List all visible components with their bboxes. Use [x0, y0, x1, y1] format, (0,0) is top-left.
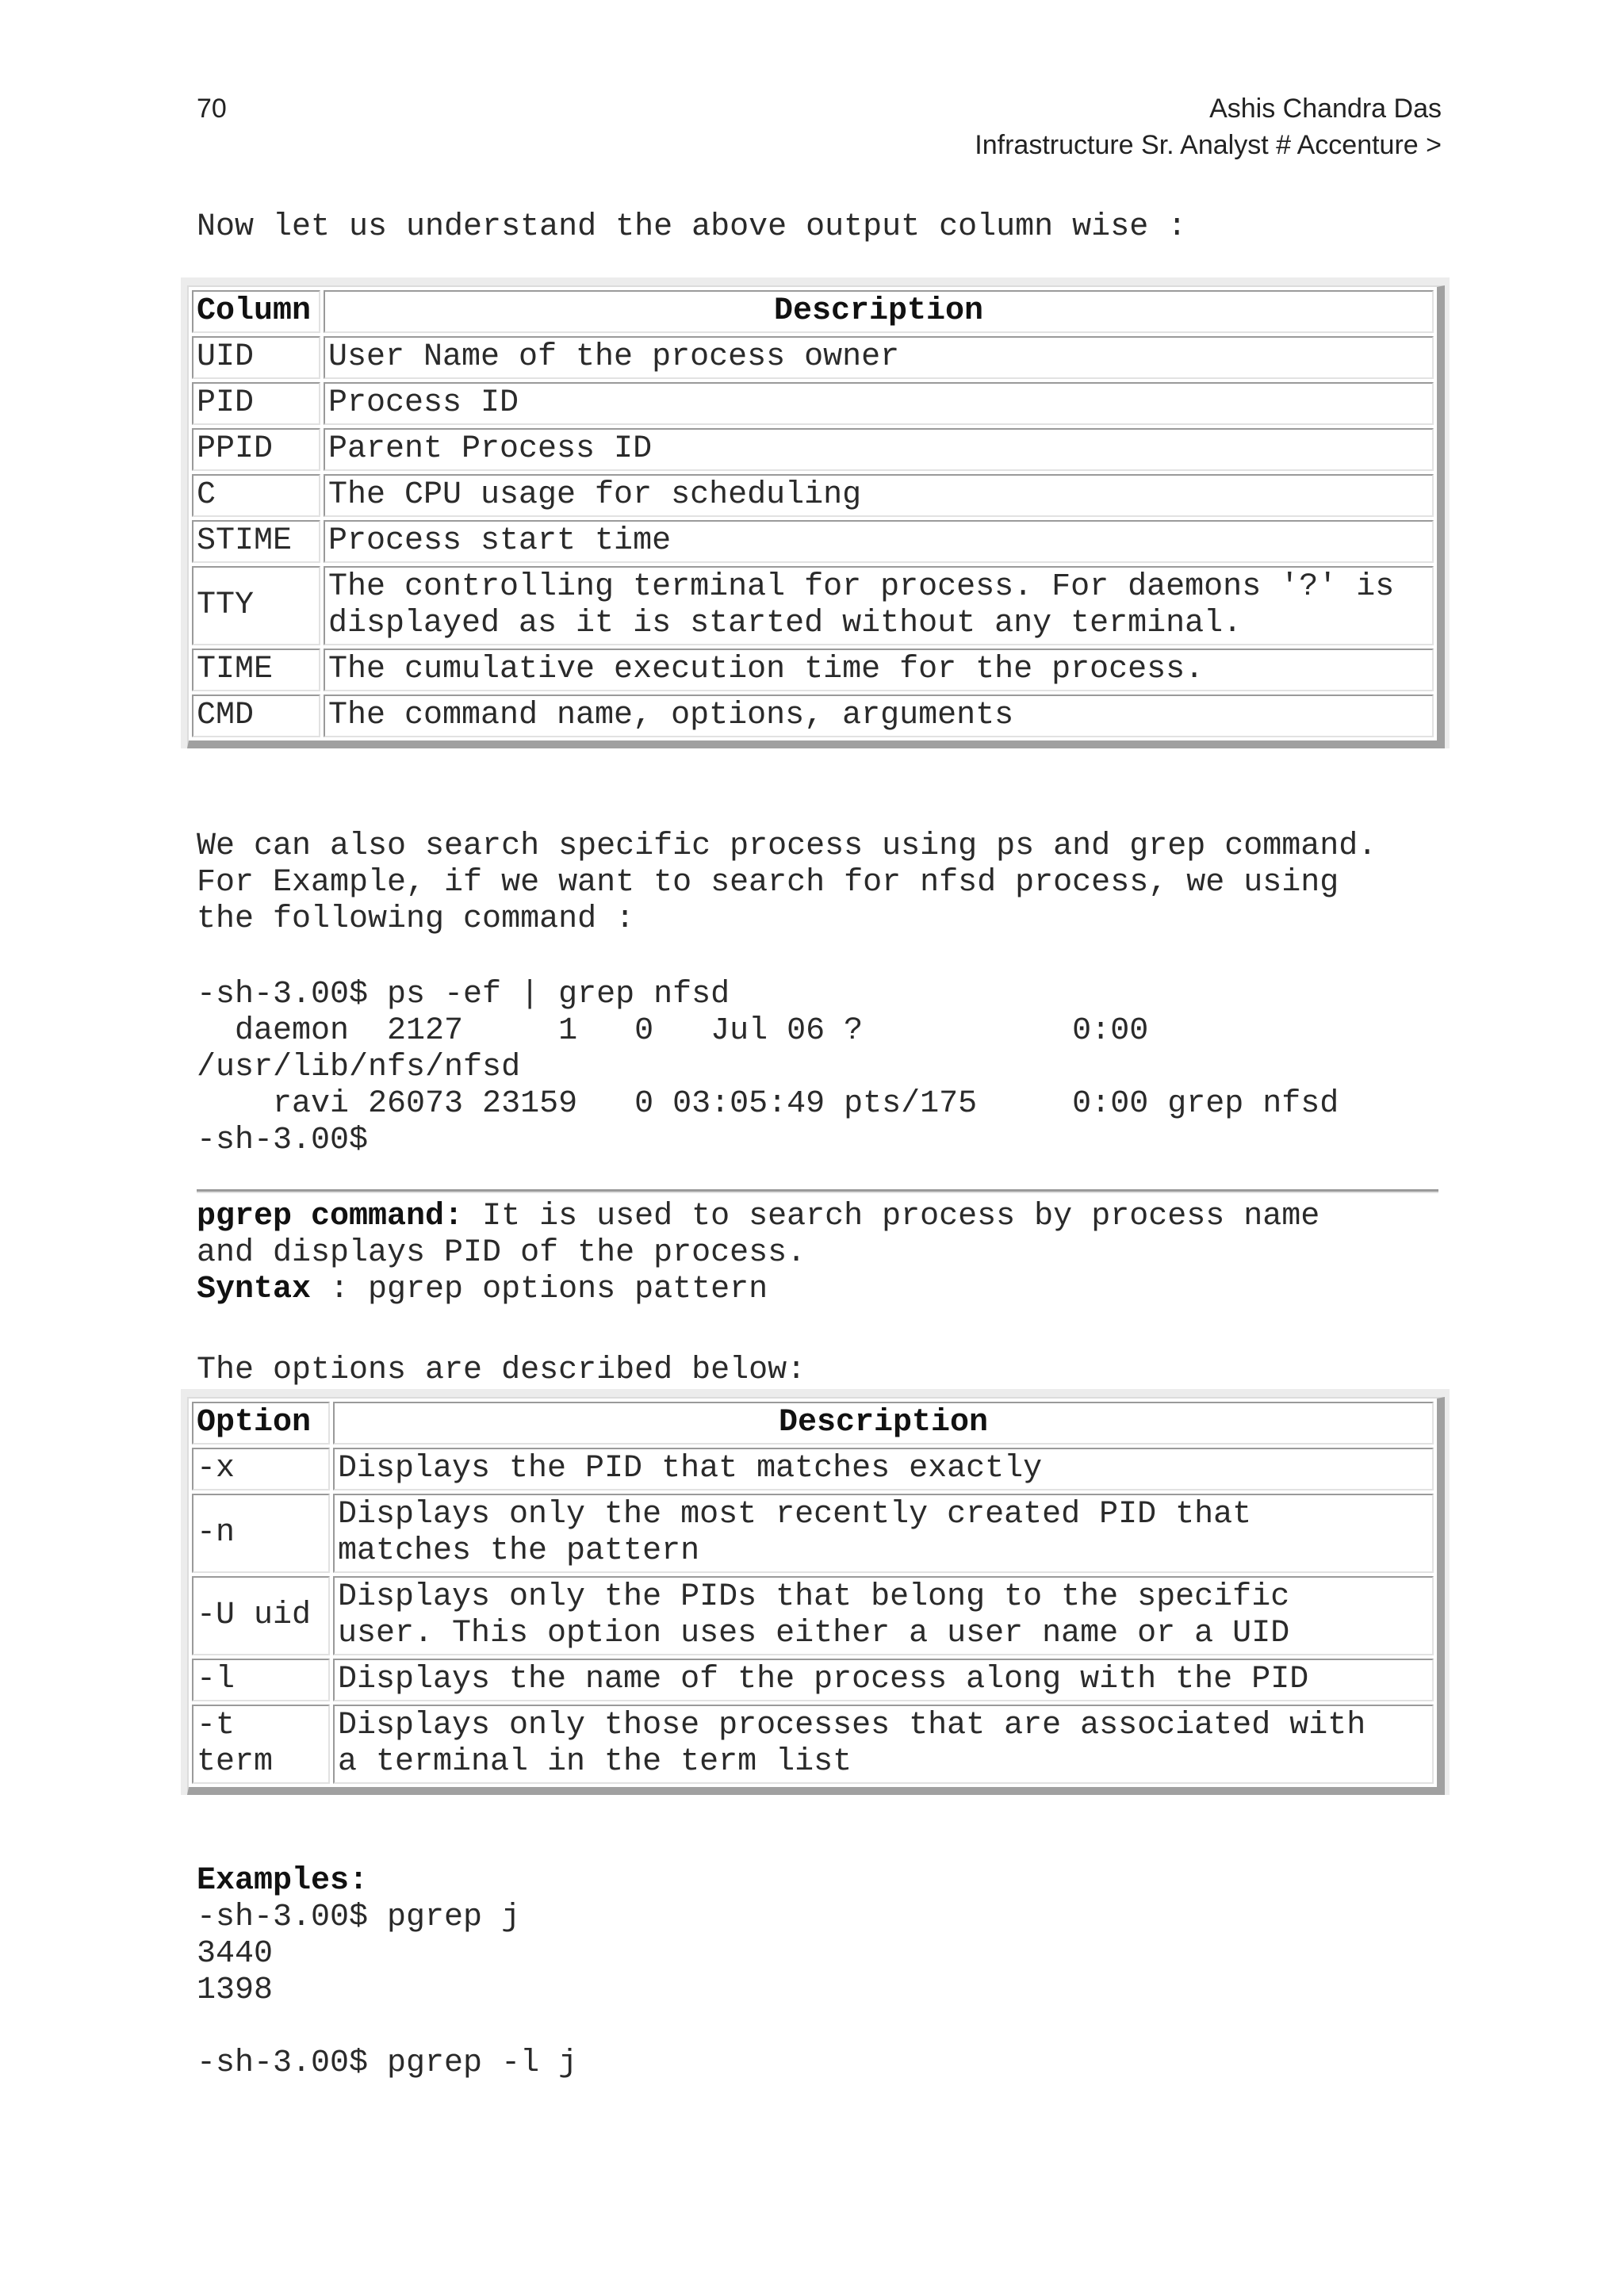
options-table [187, 1397, 1445, 1795]
column-description: Parent Process ID [324, 428, 1434, 471]
option-description: Displays the name of the process along with the PID [333, 1659, 1434, 1701]
column-name: PID [192, 382, 320, 425]
option-description: Displays only the PIDs that belong to the specific user. This option uses either a user name or a UID [333, 1576, 1434, 1655]
description-header: Description [333, 1402, 1434, 1445]
option-name: -x [192, 1448, 330, 1490]
column-description: The cumulative execution time for the process. [324, 649, 1434, 691]
column-description: The CPU usage for scheduling [324, 474, 1434, 517]
table-header-row [192, 1402, 1434, 1445]
search-command-output: -sh-3.00$ ps -ef | grep nfsd daemon 2127 1 0 Jul 06 ? 0:00 /usr/lib/nfs/nfsd ravi 26073 23159 0 03:05:49 pts/175 0:00 grep nfsd -sh-3.00$ [197, 977, 1339, 1158]
ps-columns-table-frame [181, 277, 1450, 748]
table-row [192, 474, 1434, 517]
option-header: Option [192, 1402, 330, 1445]
page-number: 70 [197, 94, 227, 124]
pgrep-description-line1: It is used to search process by process name [463, 1199, 1320, 1234]
column-name: TIME [192, 649, 320, 691]
options-table-frame [181, 1389, 1450, 1795]
examples-output: -sh-3.00$ pgrep j 3440 1398 -sh-3.00$ pgrep -l j [197, 1900, 578, 2081]
table-row [192, 428, 1434, 471]
column-name: TTY [192, 566, 320, 645]
syntax-label: Syntax [197, 1272, 312, 1307]
examples-label: Examples: [197, 1863, 369, 1899]
ps-columns-table [187, 285, 1445, 748]
column-description: The controlling terminal for process. For daemons '?' is displayed as it is started without any terminal. [324, 566, 1434, 645]
table-row [192, 1448, 1434, 1490]
option-name: -t term [192, 1705, 330, 1784]
table-row [192, 382, 1434, 425]
option-description: Displays only the most recently created PID that matches the pattern [333, 1494, 1434, 1573]
options-intro: The options are described below: [197, 1353, 806, 1388]
examples-section [197, 1863, 577, 2082]
option-description: Displays only those processes that are associated with a terminal in the term list [333, 1705, 1434, 1784]
syntax-value: : pgrep options pattern [311, 1272, 768, 1307]
column-name: UID [192, 336, 320, 379]
table-row [192, 566, 1434, 645]
option-name: -n [192, 1494, 330, 1573]
intro-text: Now let us understand the above output column wise : [197, 209, 1187, 245]
column-description: User Name of the process owner [324, 336, 1434, 379]
column-description: Process start time [324, 520, 1434, 563]
option-name: -U uid [192, 1576, 330, 1655]
column-description: Process ID [324, 382, 1434, 425]
table-row [192, 1494, 1434, 1573]
table-header-row [192, 290, 1434, 333]
option-description: Displays the PID that matches exactly [333, 1448, 1434, 1490]
table-row [192, 520, 1434, 563]
column-name: C [192, 474, 320, 517]
pgrep-section [197, 1199, 1320, 1308]
table-row [192, 336, 1434, 379]
horizontal-divider [197, 1189, 1438, 1193]
column-description: The command name, options, arguments [324, 695, 1434, 737]
pgrep-description-line2: and displays PID of the process. [197, 1235, 806, 1271]
table-row [192, 1705, 1434, 1784]
column-name: STIME [192, 520, 320, 563]
table-row [192, 695, 1434, 737]
table-row [192, 649, 1434, 691]
option-name: -l [192, 1659, 330, 1701]
pgrep-title: pgrep command: [197, 1199, 464, 1234]
column-name: PPID [192, 428, 320, 471]
description-header: Description [324, 290, 1434, 333]
search-description: We can also search specific process using ps and grep command. For Example, if we want to search for nfsd process, we using the following command : [197, 828, 1377, 937]
table-row [192, 1659, 1434, 1701]
author-role: Infrastructure Sr. Analyst # Accenture > [975, 130, 1442, 160]
table-row [192, 1576, 1434, 1655]
column-header: Column [192, 290, 320, 333]
column-name: CMD [192, 695, 320, 737]
author-name: Ashis Chandra Das [1209, 94, 1442, 124]
